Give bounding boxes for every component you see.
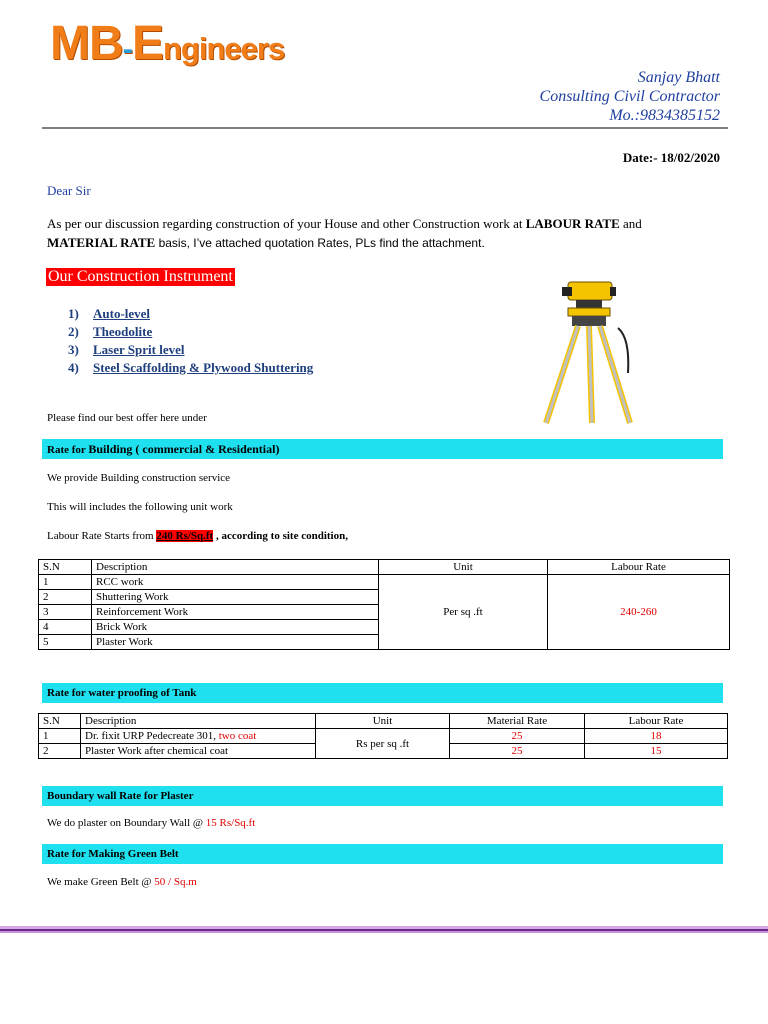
- list-number: 1): [68, 306, 79, 321]
- intro-bold-material: MATERIAL RATE: [47, 235, 156, 250]
- instruments-heading: Our Construction Instrument: [48, 268, 233, 285]
- table-cell: 2: [39, 744, 81, 759]
- labour-rate-highlight: 240 Rs/Sq.ft: [156, 530, 214, 542]
- table-cell: Shuttering Work: [92, 590, 379, 605]
- table-cell: 4: [39, 620, 92, 635]
- list-label: Theodolite: [93, 324, 153, 339]
- list-number: 4): [68, 360, 79, 375]
- table-cell: 15: [585, 744, 728, 759]
- table-cell: Plaster Work: [92, 635, 379, 650]
- labour-rate-prefix: Labour Rate Starts from: [47, 530, 157, 542]
- intro-paragraph: [47, 214, 727, 253]
- band-prefix: Rate for: [47, 444, 89, 456]
- list-label: Steel Scaffolding & Plywood Shuttering: [93, 360, 314, 375]
- intro-text-2: and: [619, 216, 642, 231]
- greenbelt-section-band: Rate for Making Green Belt: [42, 844, 723, 864]
- boundary-section-band: Boundary wall Rate for Plaster: [42, 786, 723, 806]
- intro-text-3: basis, I’ve attached: [155, 236, 265, 250]
- intro-text-4: quotation Rates, PLs find the attachment.: [264, 236, 485, 250]
- labour-rate-suffix: , according to site condition,: [213, 530, 348, 542]
- table-cell: RCC work: [92, 575, 379, 590]
- list-item: [68, 359, 313, 377]
- table-cell: 18: [585, 729, 728, 744]
- table-cell-rate: 240-260: [548, 575, 730, 650]
- table-cell: [81, 729, 316, 744]
- auto-level-tripod-image: [538, 278, 638, 426]
- greenbelt-text: [47, 876, 197, 888]
- table-cell: 2: [39, 590, 92, 605]
- footer-rule-light-2: [0, 931, 768, 933]
- table-row: [39, 560, 730, 575]
- table-cell: 1: [39, 575, 92, 590]
- table-cell: Reinforcement Work: [92, 605, 379, 620]
- building-line-1: We provide Building construction service: [47, 472, 231, 484]
- building-line-2: This will includes the following unit work: [47, 501, 233, 513]
- table-header: S.N: [39, 714, 81, 729]
- logo-text-e: E: [131, 17, 163, 70]
- list-item: [68, 323, 313, 341]
- building-section-band: [42, 439, 723, 459]
- cell-desc-red: two coat: [218, 730, 257, 742]
- logo-text-ngineers: ngineers: [163, 31, 285, 66]
- table-cell-unit: Rs per sq .ft: [316, 729, 450, 759]
- table-header: Labour Rate: [548, 560, 730, 575]
- offer-text: Please find our best offer here under: [47, 412, 207, 424]
- list-label: Laser Sprit level: [93, 342, 185, 357]
- greenbelt-text-prefix: We make Green Belt @: [47, 876, 155, 888]
- intro-bold-labour: LABOUR RATE: [525, 216, 620, 231]
- contact-title: Consulting Civil Contractor: [539, 88, 720, 105]
- instruments-list: [68, 305, 313, 377]
- contact-mobile: Mo.:9834385152: [609, 107, 720, 124]
- table-header: Unit: [316, 714, 450, 729]
- table-cell: 3: [39, 605, 92, 620]
- building-rate-table: [38, 559, 730, 650]
- table-cell-unit: Per sq .ft: [379, 575, 548, 650]
- list-number: 2): [68, 324, 79, 339]
- list-item: [68, 341, 313, 359]
- greeting: Dear Sir: [47, 183, 91, 198]
- boundary-text: [47, 817, 255, 829]
- table-row: [39, 714, 728, 729]
- greenbelt-rate: 50 / Sq.m: [154, 876, 197, 888]
- waterproof-rate-table: [38, 713, 728, 759]
- waterproof-section-band: Rate for water proofing of Tank: [42, 683, 723, 703]
- table-row: [39, 575, 730, 590]
- list-item: [68, 305, 313, 323]
- table-header: Labour Rate: [585, 714, 728, 729]
- table-cell: Brick Work: [92, 620, 379, 635]
- logo-text-mb: MB: [50, 17, 123, 70]
- header-divider: [42, 127, 728, 129]
- table-cell: 5: [39, 635, 92, 650]
- boundary-text-prefix: We do plaster on Boundary Wall @: [47, 817, 206, 829]
- table-cell: 1: [39, 729, 81, 744]
- band-title: Building ( commercial & Residential): [88, 442, 280, 456]
- letter-date: Date:- 18/02/2020: [622, 150, 720, 165]
- company-logo: MB-Engineers: [50, 17, 285, 70]
- labour-rate-line: [47, 530, 348, 542]
- table-cell: Plaster Work after chemical coat: [81, 744, 316, 759]
- table-cell: 25: [450, 729, 585, 744]
- table-row: [39, 729, 728, 744]
- table-header: Description: [81, 714, 316, 729]
- table-header: Material Rate: [450, 714, 585, 729]
- list-number: 3): [68, 342, 79, 357]
- table-header: Unit: [379, 560, 548, 575]
- list-label: Auto-level: [93, 306, 151, 321]
- table-cell: 25: [450, 744, 585, 759]
- contact-name: Sanjay Bhatt: [637, 69, 720, 86]
- table-header: S.N: [39, 560, 92, 575]
- cell-desc: Dr. fixit URP Pedecreate 301,: [85, 730, 219, 742]
- boundary-rate: 15 Rs/Sq.ft: [205, 817, 256, 829]
- table-header: Description: [92, 560, 379, 575]
- intro-text-1: As per our discussion regarding construction of your House and other Construction work at: [47, 216, 526, 231]
